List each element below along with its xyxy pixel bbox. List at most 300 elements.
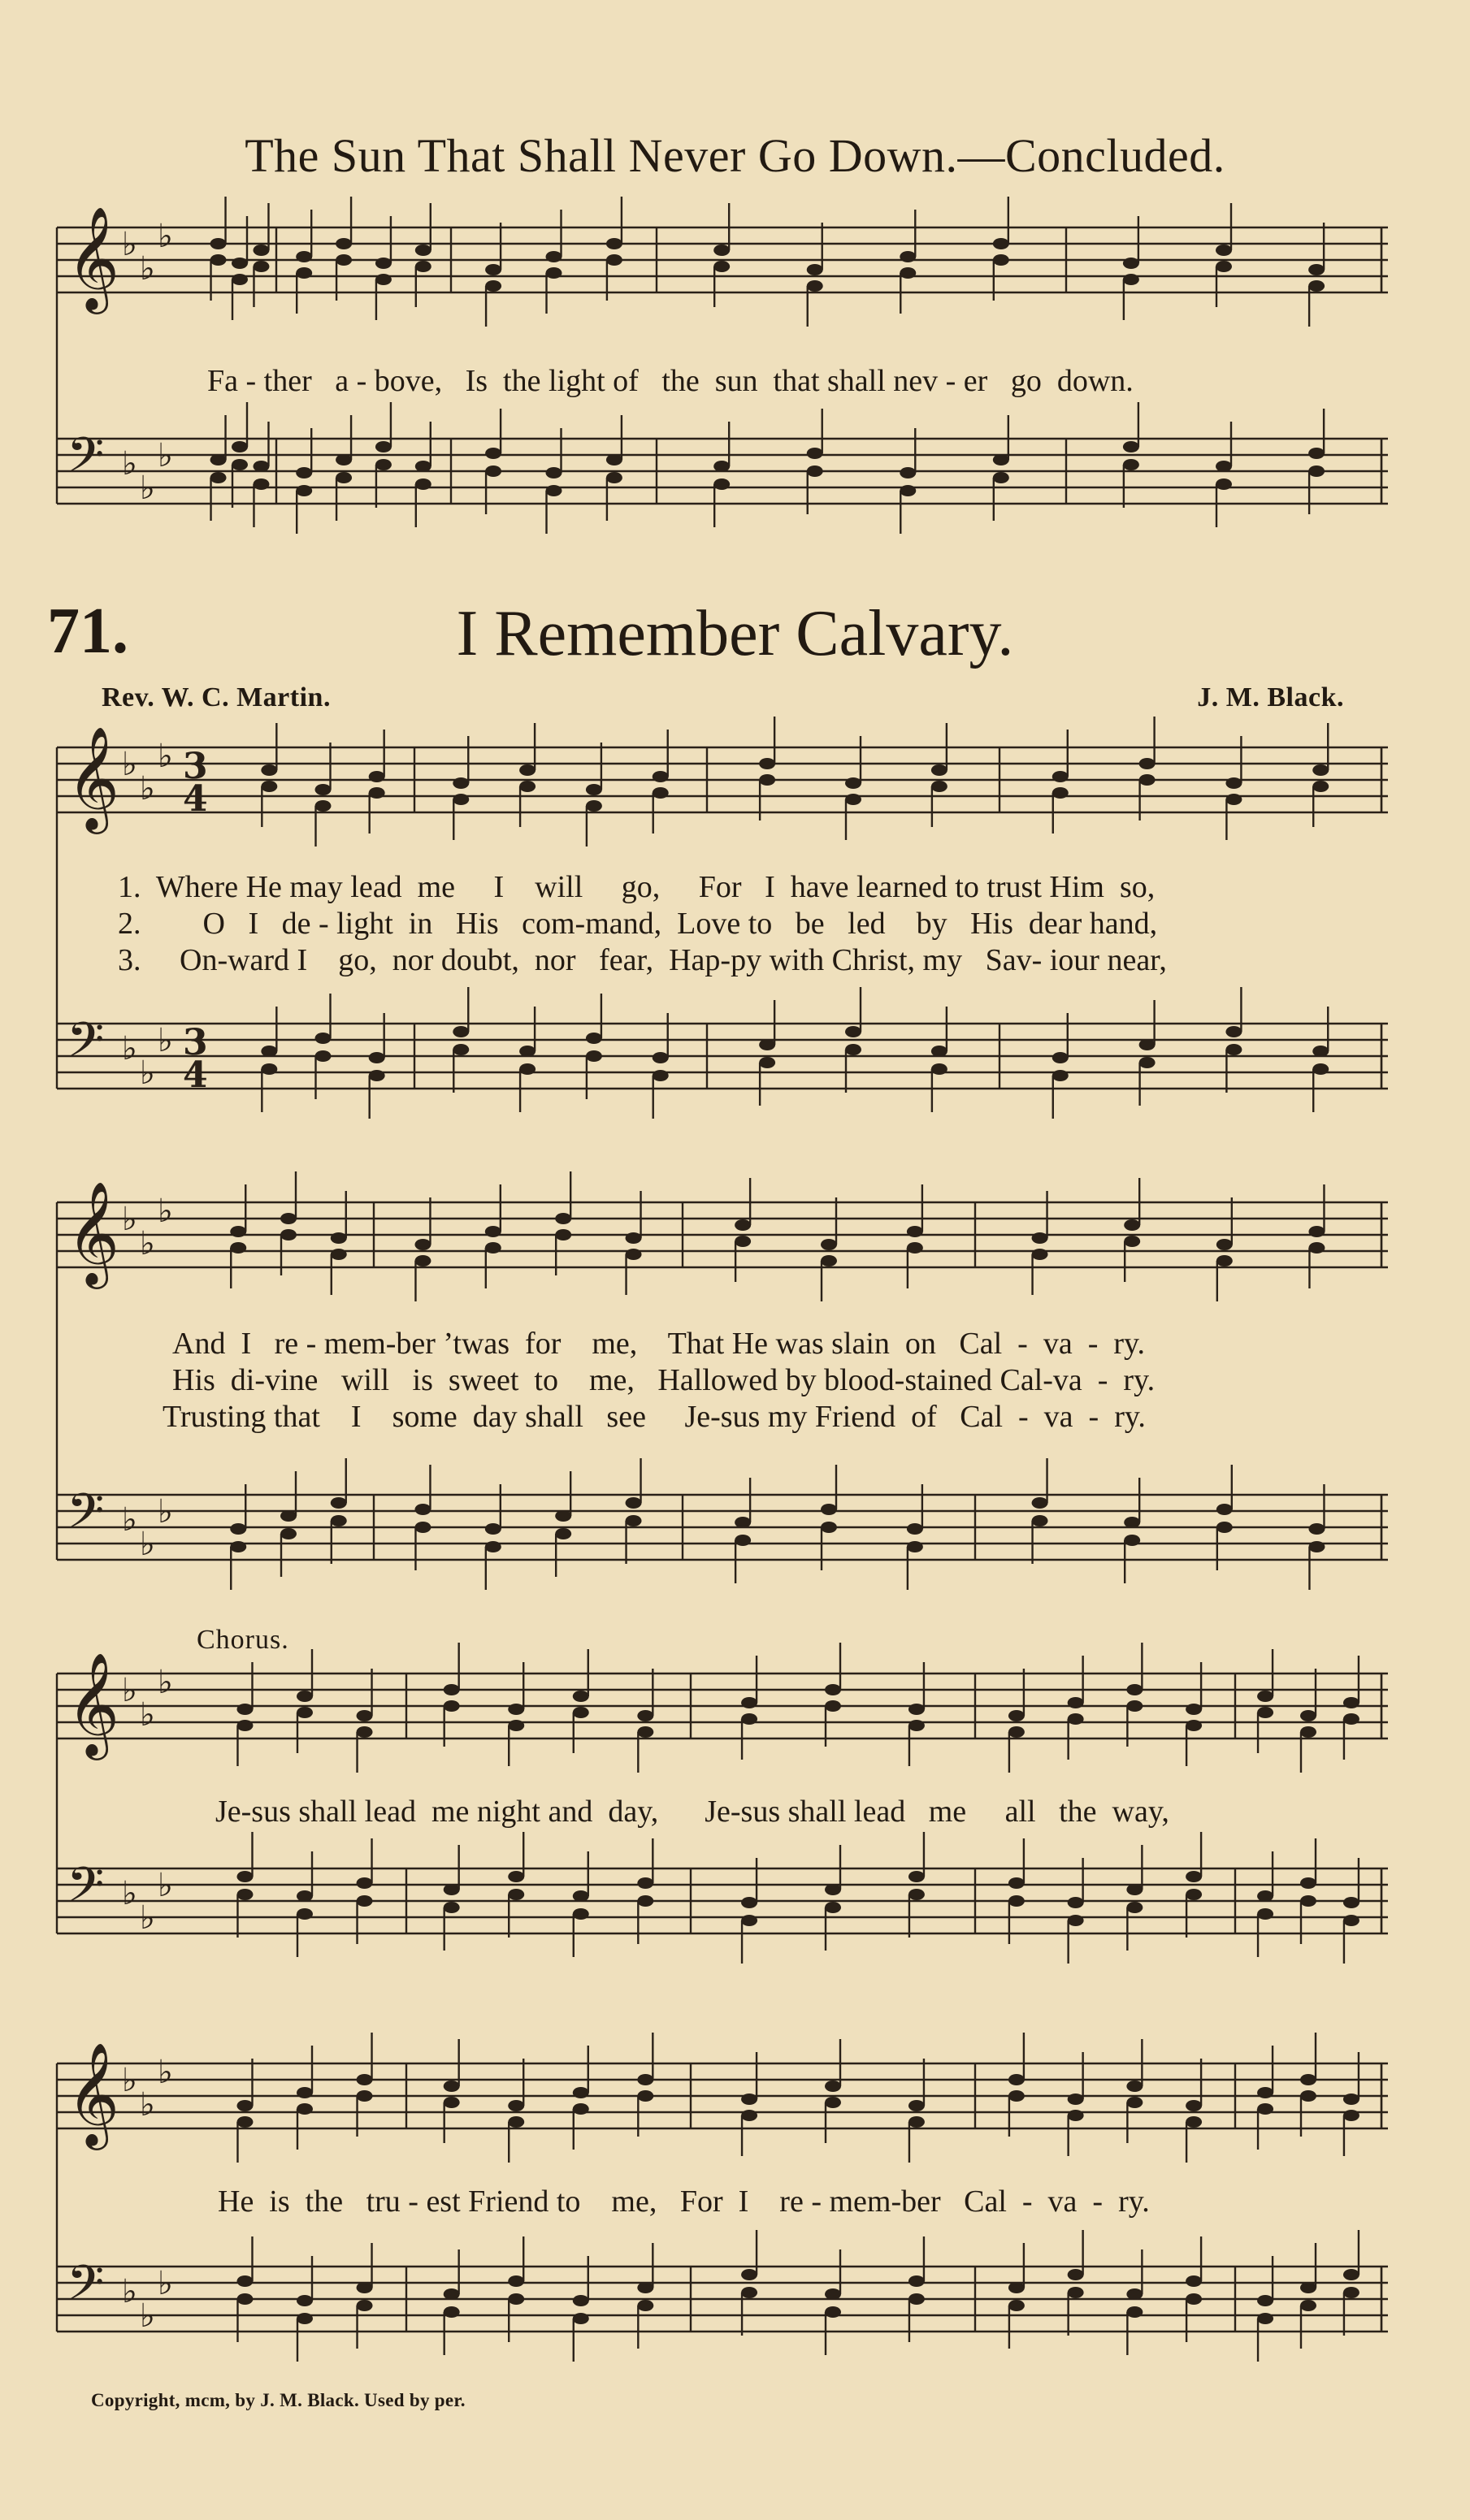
note-head: [626, 1515, 642, 1526]
note-head: [900, 485, 916, 496]
music-system: [57, 1643, 1388, 1964]
note-head: [993, 254, 1009, 266]
note-head: [519, 1046, 536, 1057]
note-head: [1312, 1063, 1329, 1075]
note-head: [1343, 2110, 1359, 2121]
note-head: [485, 1226, 501, 1237]
note-head: [1139, 774, 1156, 786]
flat-icon: ♭: [158, 1493, 173, 1531]
time-signature: 4: [183, 778, 208, 820]
note-head: [369, 1070, 385, 1081]
note-head: [1308, 1541, 1325, 1552]
note-head: [1126, 1902, 1143, 1913]
note-head: [297, 2295, 313, 2306]
note-head: [1300, 2300, 1316, 2311]
note-head: [485, 280, 501, 292]
note-head: [993, 472, 1009, 483]
note-head: [1343, 1697, 1359, 1708]
note-head: [1139, 1057, 1156, 1068]
note-head: [210, 472, 227, 483]
note-head: [236, 1720, 253, 1731]
note-head: [280, 1528, 297, 1539]
note-head: [1257, 1707, 1273, 1718]
continued-hymn-title: The Sun That Shall Never Go Down.—Concluded.: [245, 129, 1225, 182]
music-system: [57, 197, 1388, 534]
note-head: [1300, 2090, 1316, 2102]
verse-3-line-1: 3. On-ward I go, nor doubt, nor fear, Hap-py with Christ, my Sav- iour near,: [118, 943, 1167, 977]
flat-icon: ♭: [122, 2273, 137, 2310]
note-head: [1257, 2295, 1273, 2306]
note-head: [331, 1497, 347, 1509]
note-head: [573, 1707, 589, 1718]
note-head: [414, 1522, 431, 1533]
note-head: [1343, 2287, 1359, 2298]
note-head: [210, 254, 227, 266]
note-head: [1300, 1877, 1316, 1889]
note-head: [1052, 1070, 1069, 1081]
note-head: [573, 2103, 589, 2115]
note-head: [296, 485, 312, 496]
note-head: [845, 794, 861, 805]
note-head: [1216, 1255, 1233, 1266]
note-head: [280, 1229, 297, 1241]
note-head: [336, 238, 352, 249]
note-head: [586, 800, 602, 812]
note-head: [331, 1232, 347, 1244]
note-head: [1300, 1895, 1316, 1907]
note-head: [900, 251, 916, 262]
flat-icon: ♭: [140, 1696, 155, 1734]
flat-icon: ♭: [122, 1501, 137, 1539]
note-head: [807, 448, 823, 459]
note-head: [735, 1517, 751, 1528]
note-head: [453, 794, 469, 805]
note-head: [931, 1046, 947, 1057]
note-head: [296, 251, 312, 262]
note-head: [546, 267, 562, 279]
note-head: [485, 264, 501, 275]
note-head: [508, 2293, 524, 2305]
note-head: [1300, 2074, 1316, 2085]
time-signature: 3: [183, 1022, 208, 1063]
note-head: [1308, 465, 1325, 477]
note-head: [1126, 2288, 1143, 2300]
note-head: [1343, 1915, 1359, 1926]
note-head: [508, 1889, 524, 1900]
note-head: [637, 1710, 653, 1721]
flat-icon: ♭: [140, 1526, 155, 1563]
note-head: [825, 1684, 841, 1695]
bass-clef-icon: 𝄢: [67, 1011, 105, 1080]
note-head: [1312, 1046, 1329, 1057]
note-head: [908, 2116, 925, 2128]
note-head: [336, 472, 352, 483]
note-head: [1008, 1726, 1025, 1738]
note-head: [415, 478, 431, 490]
note-head: [825, 1884, 841, 1895]
note-head: [825, 2097, 841, 2108]
time-signature: 3: [183, 746, 208, 787]
note-head: [908, 1889, 925, 1900]
bass-staff: [57, 1483, 1388, 1563]
note-head: [1068, 2094, 1084, 2105]
note-head: [315, 800, 332, 812]
note-head: [907, 1242, 923, 1254]
note-head: [653, 1070, 669, 1081]
note-head: [713, 461, 730, 472]
note-head: [1186, 1889, 1202, 1900]
note-head: [908, 2293, 925, 2305]
note-head: [444, 1902, 460, 1913]
note-head: [1343, 1713, 1359, 1725]
note-head: [444, 1884, 460, 1895]
treble-clef-icon: 𝄞: [67, 1180, 120, 1284]
chorus-line-2: He is the tru - est Friend to me, For I re - mem-ber Cal - va - ry.: [218, 2184, 1150, 2219]
note-head: [637, 2090, 653, 2102]
note-head: [741, 2094, 757, 2105]
note-head: [485, 1541, 501, 1552]
note-head: [375, 274, 392, 285]
note-head: [821, 1239, 837, 1250]
note-head: [232, 441, 248, 452]
note-head: [637, 1726, 653, 1738]
note-head: [637, 1877, 653, 1889]
chorus-label: Chorus.: [197, 1625, 289, 1655]
note-head: [253, 461, 269, 472]
note-head: [546, 485, 562, 496]
note-head: [807, 264, 823, 275]
note-head: [1052, 771, 1069, 782]
flat-icon: ♭: [140, 770, 155, 808]
note-head: [825, 2288, 841, 2300]
flat-icon: ♭: [140, 250, 155, 288]
note-head: [297, 1890, 313, 1902]
note-head: [907, 1523, 923, 1535]
note-head: [315, 1050, 332, 1062]
music-system: [57, 2033, 1388, 2362]
note-head: [1008, 1710, 1025, 1721]
note-head: [1225, 1044, 1242, 1055]
note-head: [1008, 1877, 1025, 1889]
note-head: [508, 1871, 524, 1882]
note-head: [508, 1720, 524, 1731]
note-head: [626, 1232, 642, 1244]
note-head: [297, 1691, 313, 1702]
note-head: [1052, 1052, 1069, 1063]
treble-staff: [57, 725, 1388, 834]
note-head: [1216, 1522, 1233, 1533]
note-head: [1032, 1249, 1048, 1260]
note-head: [1008, 2300, 1025, 2311]
note-head: [357, 1726, 373, 1738]
note-head: [821, 1255, 837, 1266]
flat-icon: ♭: [158, 2265, 173, 2302]
note-head: [735, 1219, 751, 1231]
treble-staff: [57, 1180, 1388, 1289]
note-head: [444, 1684, 460, 1695]
note-head: [1257, 2103, 1273, 2115]
note-head: [1068, 1697, 1084, 1708]
note-head: [573, 1691, 589, 1702]
note-head: [1308, 280, 1325, 292]
note-head: [230, 1541, 246, 1552]
note-head: [414, 1239, 431, 1250]
flat-icon: ♭: [158, 437, 173, 474]
note-head: [1123, 274, 1139, 285]
note-head: [1008, 2074, 1025, 2085]
note-head: [297, 1707, 313, 1718]
note-head: [357, 2282, 373, 2293]
note-head: [1257, 1908, 1273, 1920]
flat-icon: ♭: [158, 2054, 173, 2091]
note-head: [713, 261, 730, 272]
flat-icon: ♭: [140, 1899, 155, 1937]
note-head: [741, 1897, 757, 1908]
note-head: [236, 2100, 253, 2111]
note-head: [369, 771, 385, 782]
note-head: [1032, 1515, 1048, 1526]
note-head: [261, 764, 277, 776]
note-head: [637, 2074, 653, 2085]
flat-icon: ♭: [158, 1867, 173, 1904]
note-head: [369, 1052, 385, 1063]
note-head: [653, 787, 669, 799]
note-head: [1126, 1700, 1143, 1712]
note-head: [280, 1510, 297, 1522]
note-head: [573, 2087, 589, 2098]
note-head: [369, 787, 385, 799]
note-head: [444, 1700, 460, 1712]
note-head: [508, 1704, 524, 1715]
note-head: [485, 465, 501, 477]
note-head: [741, 1713, 757, 1725]
note-head: [637, 2300, 653, 2311]
note-head: [759, 774, 775, 786]
note-head: [297, 2103, 313, 2115]
note-head: [230, 1523, 246, 1535]
note-head: [1186, 2275, 1202, 2287]
note-head: [297, 2313, 313, 2324]
note-head: [1216, 478, 1232, 490]
note-head: [210, 454, 227, 465]
note-head: [845, 1026, 861, 1037]
flat-icon: ♭: [140, 1225, 155, 1262]
note-head: [931, 781, 947, 792]
note-head: [825, 2306, 841, 2318]
note-head: [606, 472, 622, 483]
flat-icon: ♭: [122, 1672, 137, 1709]
note-head: [713, 478, 730, 490]
bass-staff: [57, 2254, 1388, 2335]
note-head: [1257, 1691, 1273, 1702]
note-head: [1068, 1897, 1084, 1908]
note-head: [1126, 2097, 1143, 2108]
note-head: [555, 1229, 571, 1241]
note-head: [606, 254, 622, 266]
note-head: [1312, 764, 1329, 776]
hymn-title: I Remember Calvary.: [456, 598, 1014, 669]
note-head: [1225, 794, 1242, 805]
note-head: [825, 1902, 841, 1913]
flat-icon: ♭: [140, 470, 155, 507]
note-head: [759, 1039, 775, 1050]
note-head: [1068, 2110, 1084, 2121]
note-head: [253, 245, 269, 256]
composer-credit: J. M. Black.: [1197, 682, 1344, 712]
note-head: [1216, 1239, 1233, 1250]
note-head: [626, 1497, 642, 1509]
note-head: [573, 1908, 589, 1920]
note-head: [296, 267, 312, 279]
note-head: [1068, 1915, 1084, 1926]
note-head: [444, 2288, 460, 2300]
flat-icon: ♭: [158, 1193, 173, 1230]
bass-clef-icon: 𝄢: [67, 2254, 105, 2323]
note-head: [508, 2116, 524, 2128]
note-head: [280, 1213, 297, 1224]
note-head: [555, 1213, 571, 1224]
bass-staff: [57, 1011, 1388, 1096]
note-head: [444, 2081, 460, 2092]
note-head: [993, 454, 1009, 465]
note-head: [236, 2293, 253, 2305]
note-head: [741, 1915, 757, 1926]
note-head: [1225, 777, 1242, 789]
note-head: [825, 2081, 841, 2092]
note-head: [357, 2300, 373, 2311]
note-head: [626, 1249, 642, 1260]
note-head: [519, 764, 536, 776]
note-head: [485, 448, 501, 459]
note-head: [555, 1510, 571, 1522]
note-head: [297, 2087, 313, 2098]
note-head: [253, 261, 269, 272]
note-head: [1257, 1890, 1273, 1902]
note-head: [375, 258, 392, 269]
note-head: [1124, 1535, 1140, 1546]
note-head: [637, 2282, 653, 2293]
note-head: [735, 1236, 751, 1247]
note-head: [586, 784, 602, 795]
note-head: [1343, 2094, 1359, 2105]
note-head: [508, 2100, 524, 2111]
flat-icon: ♭: [158, 1664, 173, 1701]
note-head: [825, 1700, 841, 1712]
note-head: [1068, 2269, 1084, 2280]
bass-clef-icon: 𝄢: [67, 1856, 105, 1925]
note-head: [1225, 1026, 1242, 1037]
treble-clef-icon: 𝄞: [67, 725, 120, 829]
note-head: [485, 1523, 501, 1535]
note-head: [807, 280, 823, 292]
note-head: [1032, 1232, 1048, 1244]
verse-1-line-1: 1. Where He may lead me I will go, For I have learned to trust Him so,: [118, 870, 1156, 904]
verse-1-line-2: And I re - mem-ber ’twas for me, That He was slain on Cal - va - ry.: [172, 1327, 1146, 1361]
hymn-number: 71.: [47, 595, 128, 667]
note-head: [444, 2306, 460, 2318]
flat-icon: ♭: [122, 1875, 137, 1912]
note-head: [336, 254, 352, 266]
lyric-line: Fa - ther a - bove, Is the light of the sun that shall nev - er go down.: [207, 364, 1134, 398]
verse-3-line-2: Trusting that I some day shall see Je-sus my Friend of Cal - va - ry.: [163, 1400, 1146, 1434]
note-head: [508, 2275, 524, 2287]
note-head: [908, 2275, 925, 2287]
note-head: [236, 1871, 253, 1882]
note-head: [1008, 1895, 1025, 1907]
note-head: [1343, 2269, 1359, 2280]
note-head: [637, 1895, 653, 1907]
flat-icon: ♭: [158, 218, 173, 255]
note-head: [1139, 758, 1156, 769]
note-head: [908, 1704, 925, 1715]
note-head: [1343, 1897, 1359, 1908]
flat-icon: ♭: [140, 1054, 155, 1092]
note-head: [236, 2275, 253, 2287]
bass-clef-icon: 𝄢: [67, 426, 105, 495]
note-head: [653, 771, 669, 782]
flat-icon: ♭: [158, 1022, 173, 1059]
note-head: [900, 467, 916, 478]
treble-clef-icon: 𝄞: [67, 206, 120, 310]
note-head: [1186, 2293, 1202, 2305]
flat-icon: ♭: [122, 746, 137, 783]
flat-icon: ♭: [158, 738, 173, 775]
note-head: [336, 454, 352, 465]
note-head: [807, 465, 823, 477]
note-head: [1124, 1517, 1140, 1528]
note-head: [236, 1704, 253, 1715]
note-head: [546, 467, 562, 478]
note-head: [375, 441, 392, 452]
flat-icon: ♭: [122, 2062, 137, 2099]
note-head: [606, 454, 622, 465]
note-head: [415, 261, 431, 272]
note-head: [297, 1908, 313, 1920]
note-head: [261, 1046, 277, 1057]
note-head: [315, 784, 332, 795]
note-head: [375, 459, 392, 470]
note-head: [1300, 2282, 1316, 2293]
note-head: [900, 267, 916, 279]
note-head: [931, 764, 947, 776]
verse-2-line-2: His di-vine will is sweet to me, Hallowed by blood-stained Cal-va - ry.: [172, 1363, 1156, 1397]
note-head: [1032, 1497, 1048, 1509]
note-head: [357, 2074, 373, 2085]
note-head: [1126, 2306, 1143, 2318]
note-head: [1126, 2081, 1143, 2092]
note-head: [546, 251, 562, 262]
note-head: [1308, 1242, 1325, 1254]
note-head: [821, 1522, 837, 1533]
treble-clef-icon: 𝄞: [67, 2042, 120, 2145]
note-head: [236, 1889, 253, 1900]
note-head: [1123, 441, 1139, 452]
note-head: [444, 2097, 460, 2108]
note-head: [1308, 1226, 1325, 1237]
lyricist-credit: Rev. W. C. Martin.: [102, 682, 331, 712]
note-head: [1126, 1884, 1143, 1895]
note-head: [414, 1255, 431, 1266]
note-head: [1216, 261, 1232, 272]
note-head: [573, 2313, 589, 2324]
note-head: [1308, 448, 1325, 459]
note-head: [1124, 1219, 1140, 1231]
note-head: [261, 1063, 277, 1075]
note-head: [735, 1535, 751, 1546]
note-head: [907, 1226, 923, 1237]
treble-staff: [57, 2042, 1388, 2150]
note-head: [573, 1890, 589, 1902]
